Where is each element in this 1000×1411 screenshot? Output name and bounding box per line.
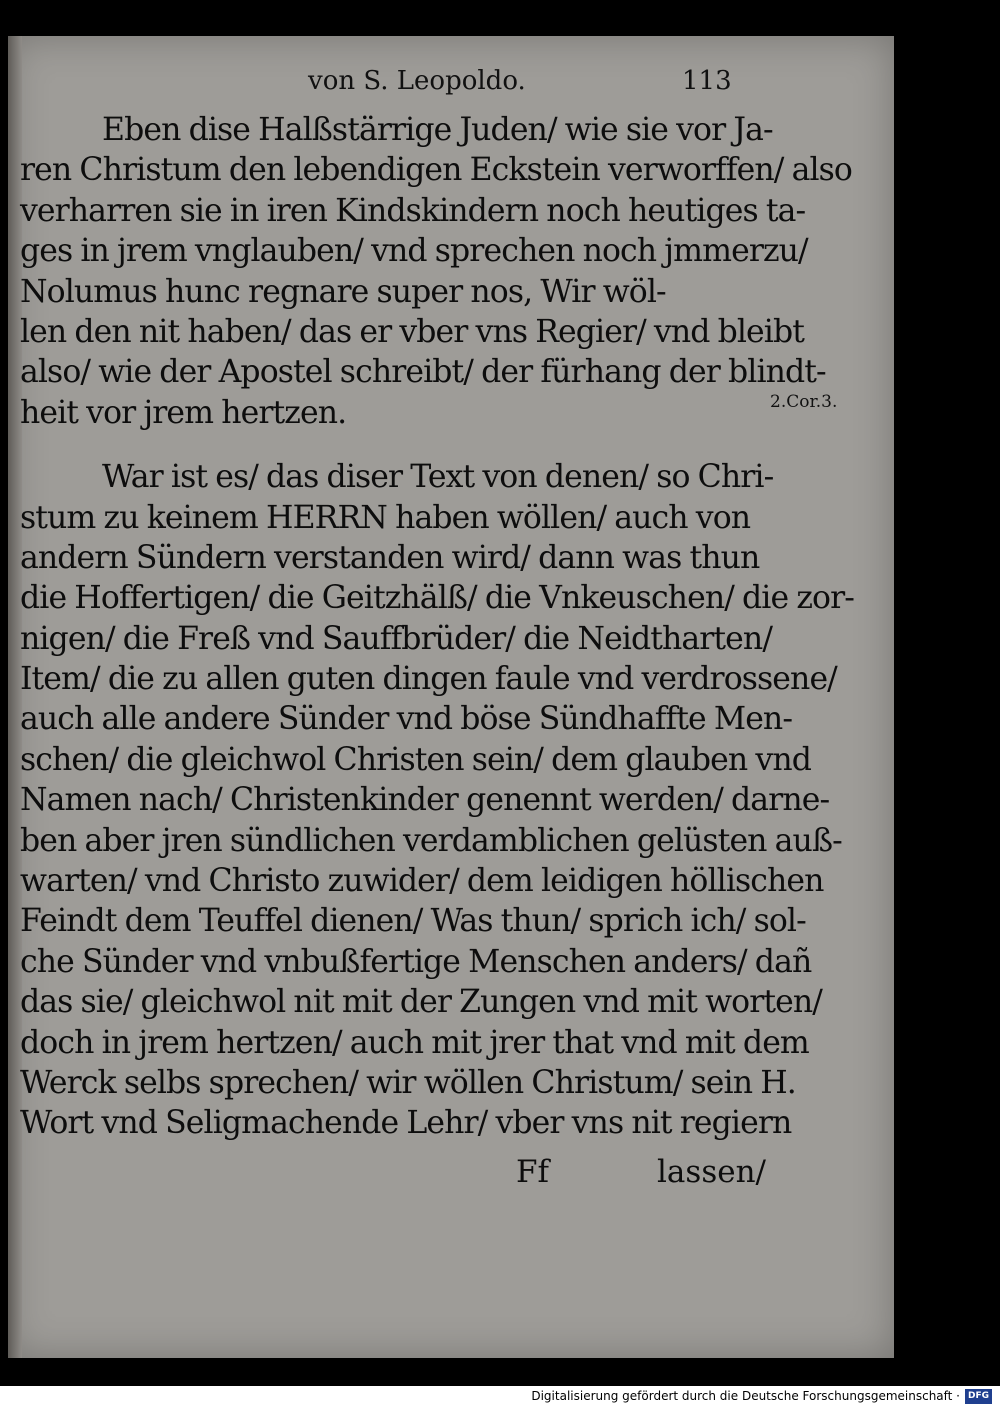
book-page xyxy=(8,36,894,1358)
dfg-logo: DFG xyxy=(965,1389,992,1404)
text-line: das sie/ gleichwol nit mit der Zungen vnd mit worten/ xyxy=(20,984,822,1021)
text-line: andern Sündern verstanden wird/ dann was thun xyxy=(20,539,760,576)
text-line: auch alle andere Sünder vnd böse Sündhaffte Men- xyxy=(20,701,793,738)
signature-mark: Ff xyxy=(516,1154,549,1190)
text-line: also/ wie der Apostel schreibt/ der fürhang der blindt- xyxy=(20,354,826,391)
text-line: stum zu keinem HERRN haben wöllen/ auch von xyxy=(20,499,751,536)
text-line: Nolumus hunc regnare super nos, Wir wöl- xyxy=(20,273,666,310)
text-line: die Hoffertigen/ die Geitzhälß/ die Vnkeuschen/ die zor- xyxy=(20,580,854,617)
page-number: 113 xyxy=(682,66,732,96)
text-line: Item/ die zu allen guten dingen faule vnd verdrossene/ xyxy=(20,661,837,698)
text-line: nigen/ die Freß vnd Sauffbrüder/ die Neidtharten/ xyxy=(20,620,773,657)
text-line: len den nit haben/ das er vber vns Regier/ vnd bleibt xyxy=(20,313,804,350)
text-line: che Sünder vnd vnbußfertige Menschen anders/ dañ xyxy=(20,943,812,980)
funding-credit: Digitalisierung gefördert durch die Deutsche Forschungsgemeinschaft · xyxy=(531,1389,960,1403)
text-line: ren Christum den lebendigen Eckstein verworffen/ also xyxy=(20,152,852,189)
text-line: ben aber jren sündlichen verdamblichen gelüsten auß- xyxy=(20,822,842,859)
text-line: Werck selbs sprechen/ wir wöllen Christum/ sein H. xyxy=(20,1064,796,1101)
text-line: Feindt dem Teuffel dienen/ Was thun/ sprich ich/ sol- xyxy=(20,903,806,940)
text-line: warten/ vnd Christo zuwider/ dem leidigen höllischen xyxy=(20,863,824,900)
text-line: War ist es/ das diser Text von denen/ so Chri- xyxy=(102,459,774,496)
text-line: doch in jrem hertzen/ auch mit jrer that vnd mit dem xyxy=(20,1024,809,1061)
catchword: lassen/ xyxy=(657,1154,766,1190)
running-head-title: von S. Leopoldo. xyxy=(308,66,526,96)
marginal-reference: 2.Cor.3. xyxy=(770,392,838,412)
text-line: heit vor jrem hertzen. xyxy=(20,394,347,431)
text-line: Wort vnd Seligmachende Lehr/ vber vns nit regiern xyxy=(20,1105,792,1142)
text-line: verharren sie in iren Kindskindern noch heutiges ta- xyxy=(20,192,806,229)
paragraph-2 xyxy=(20,457,854,1144)
text-line: Eben dise Halßstärrige Juden/ wie sie vor Ja- xyxy=(102,112,773,148)
text-line: ges in jrem vnglauben/ vnd sprechen noch jmmerzu/ xyxy=(20,233,808,270)
text-line: Namen nach/ Christenkinder genennt werden/ darne- xyxy=(20,782,830,819)
text-line: schen/ die gleichwol Christen sein/ dem glauben vnd xyxy=(20,741,811,778)
footer-bar xyxy=(0,1386,1000,1411)
